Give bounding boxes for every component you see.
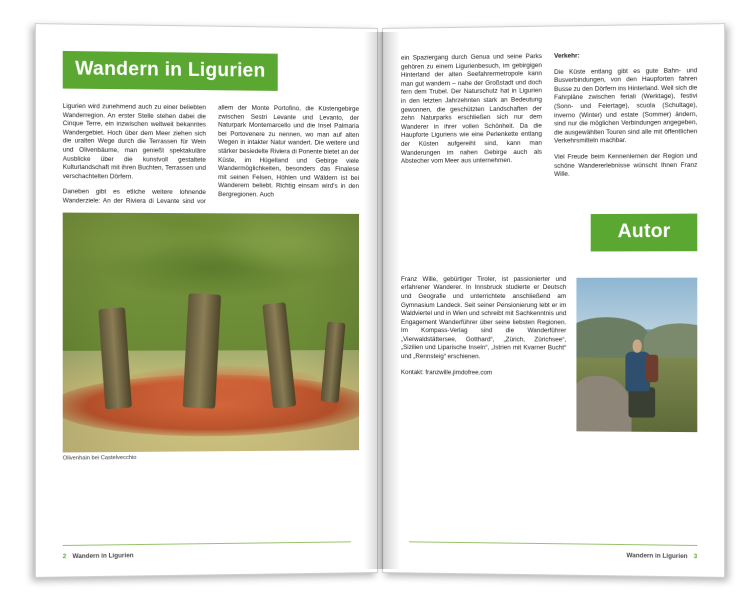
page-number: 3 xyxy=(693,553,698,561)
footer-title: Wandern in Ligurien xyxy=(72,552,134,561)
paragraph: Ligurien wird zunehmend auch zu einer beliebten Wanderregion. An erster Stelle stehen dabei die Cinque Terre, ein inzwischen weltweit bekanntes Wandergebiet. Hoch über dem Meer ziehen sich die uralten Wege durch die Terrassen für Wein und Olivenbäume, man genießt spektakuläre Ausblicke über die kunstvoll gestaltete Kulturlandschaft mit ihren Buchten, Terrassen und verschachtelten Dörfern. xyxy=(62,102,206,181)
author-contact: Kontakt: franzwille.jimdofree.com xyxy=(400,368,493,377)
author-portrait-photo xyxy=(576,277,697,432)
portrait-backpack xyxy=(646,354,658,382)
paragraph: Daneben gibt es etliche weitere lohnende Wanderziele: An der Riviera di Levante sind vor allem der Monte Portofino, die Küstengebirge zwischen Sestri Levante und Levanto, der Naturpark Montemarcello und die Insel Palmaria bei Portovenere zu nennen, wo man auf alten Wegen in intakter Natur wandert. Die weitere und stärker besiedelte Riviera di Ponente bietet an der Küste, im Hügelland und Gebirge viele Wandermöglichkeiten, besonders das Finalese mit seinen Felsen, Höhlen und Wäldern ist bei Wanderern beliebt. Richtig einsam wird's in den Bergregionen. Auch xyxy=(62,104,360,206)
spacer xyxy=(401,179,697,215)
footer-title: Wandern in Ligurien xyxy=(626,552,688,561)
photo-caption: Olivenhain bei Castelvecchio xyxy=(62,454,137,462)
paragraph: Die Küste entlang gibt es gute Bahn- und Busverbindungen, von den Haupforten fahren Busse zu den Dörfern ins Hinterland. Weil sich die Fahrpläne zwischen feriali (Werktage), festivi (Sonn- und Feiertage), scuola (Schultage), inverno (Winter) und estate (Sommer) ändern, sind nur die möglichen Verbindungen angegeben, die ausgewählten Touren sind alle mit öffentlichen Verkehrsmitteln machbar. xyxy=(554,66,698,145)
olive-grove-figure xyxy=(63,212,359,461)
author-block xyxy=(401,275,697,432)
paragraph: ein Spaziergang durch Genua und seine Parks gehören zu einem Ligurienbesuch, im gebirgigen Hinterland der alten Seefahrermetropole kann man gut wandern – nahe der Großstadt und doch fern dem Trubel. Der Naturschutz hat in Ligurien in den letzten Jahrzehnten stark an Bedeutung gewonnen, die geschützten Landschaften der zehn Naturparks erschließen sich nur dem Wanderer in ihrer vollen Schönheit. Da die Haupforte Liguriens wie eine Perlenkette entlang der Küsten aufgereiht sind, kann man Wanderungen im nahen Gebirge auch als Abstecher vom Meer aus unternehmen. xyxy=(400,52,542,165)
left-page-content xyxy=(36,24,377,577)
portrait-person-legs xyxy=(628,387,655,418)
author-section-banner: Autor xyxy=(591,213,697,251)
page-number: 2 xyxy=(62,553,67,561)
olive-grove-photo xyxy=(63,212,359,452)
portrait-hill xyxy=(644,324,697,358)
subheading-verkehr: Verkehr: xyxy=(554,52,580,60)
photo-vignette xyxy=(63,212,359,452)
paragraph: Viel Freude beim Kennenlernen der Region und schöne Wandererlebnisse wünscht Ihnen Franz Wille. xyxy=(554,152,698,179)
portrait-person-head xyxy=(633,339,641,353)
author-biography: Franz Wille, gebürtiger Tiroler, ist passionierter und erfahrener Wanderer. In Innsbruck studierte er Deutsch und Geografie und unterrichtete anschließend am Gymnasium Landeck. Seit seiner Pensionierung lebt er im Waldviertel und in Wien und schreibt mit Sachkenntnis und Engagement Wanderführer über seine liebsten Regionen. Im Kompass-Verlag sind die Wanderführer „Vierwaldstättersee, Gotthard“, „Zürich, Zürichsee“, „Sizilien und Liparische Inseln“, „Istrien mit Kvarner Bucht“ und „Rennsteig“ erschienen. xyxy=(400,275,567,361)
chapter-title-banner: Wandern in Ligurien xyxy=(63,51,278,91)
right-page xyxy=(382,23,725,578)
open-book xyxy=(40,28,720,573)
left-body-columns xyxy=(63,103,359,208)
left-page xyxy=(35,23,378,578)
right-page-content xyxy=(383,24,724,577)
right-body-columns xyxy=(401,51,697,181)
